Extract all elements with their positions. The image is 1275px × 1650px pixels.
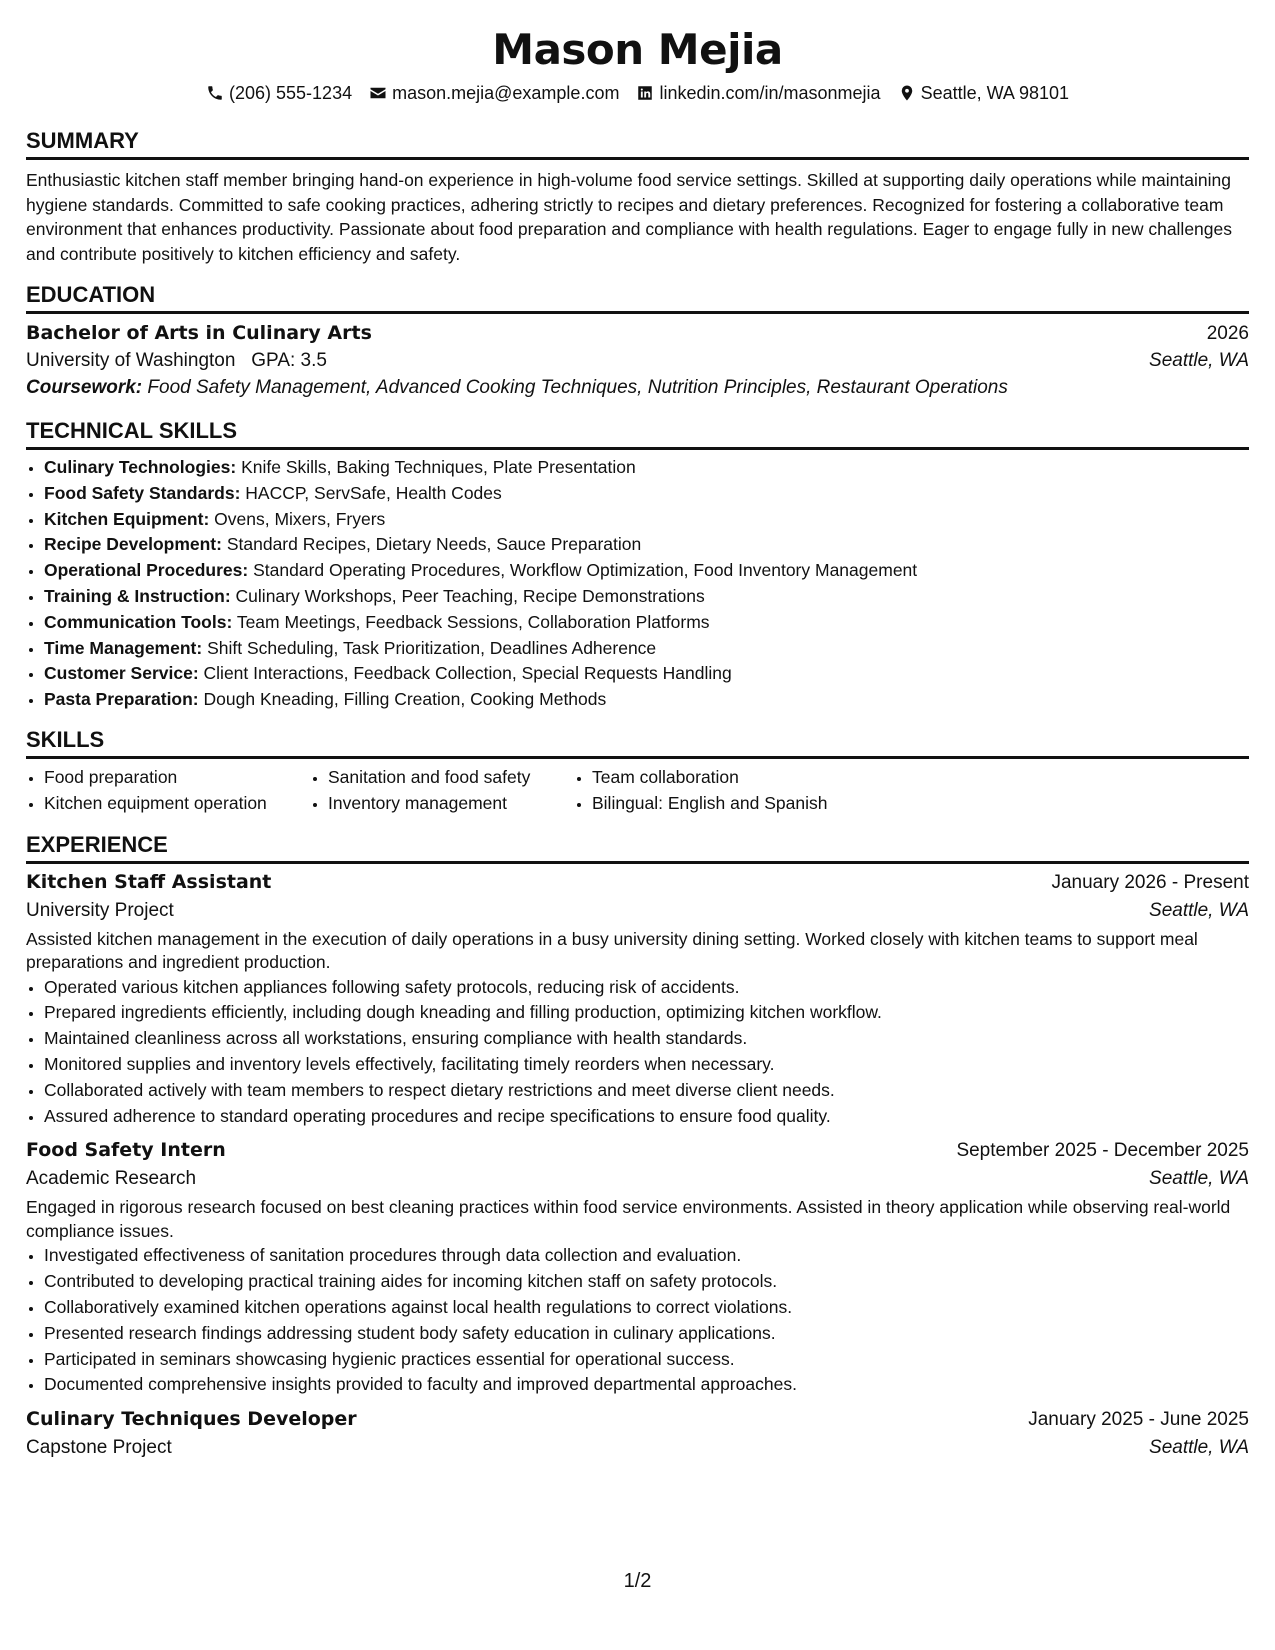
skill-category: Training & Instruction: [44,585,231,606]
list-item: • Food preparation [44,765,310,791]
job-3-org-row [26,1437,1249,1459]
section-technical-skills-title: TECHNICAL SKILLS [26,418,1249,450]
skill-category: Pasta Preparation: [44,689,199,710]
page-number: 1/2 [623,1570,652,1592]
job-title: Kitchen Staff Assistant [26,870,272,893]
skill-values: Dough Kneading, Filling Creation, Cooking Methods [203,689,607,710]
skills-grid [26,765,1249,817]
list-item [44,687,1249,713]
contact-phone [206,82,352,104]
school-line [26,350,327,372]
list-item: • Inventory management [328,791,574,817]
list-item: • Documented comprehensive insights provided to faculty and improved departmental approaches. [44,1372,1249,1398]
skill-values: Culinary Workshops, Peer Teaching, Recipe Demonstrations [235,585,705,606]
job-1-bullets [26,975,1249,1130]
list-item: • Team collaboration [592,765,827,791]
list-item [44,507,1249,533]
candidate-name: Mason Mejia [492,25,783,74]
skill-values: Knife Skills, Baking Techniques, Plate Presentation [241,457,636,477]
list-item [44,481,1249,507]
section-summary-title: SUMMARY [26,128,1249,160]
skill-category: Communication Tools: [44,611,233,632]
job-2-header [26,1139,1249,1162]
linkedin-link[interactable]: linkedin.com/in/masonmejia [659,83,881,103]
job-1-header [26,871,1249,894]
list-item: • Collaboratively examined kitchen operations against local health regulations to correct violations. [44,1295,1249,1321]
list-item: • Monitored supplies and inventory levels effectively, facilitating timely reorders when necessary. [44,1052,1249,1078]
job-org: University Project [26,899,174,921]
skill-values: Ovens, Mixers, Fryers [214,508,386,529]
skill-category: Customer Service: [44,663,199,684]
education-row-1 [26,322,1249,345]
job-location: Seattle, WA [1149,899,1249,921]
skill-values: Standard Operating Procedures, Workflow Optimization, Food Inventory Management [253,560,918,581]
list-item: • Maintained cleanliness across all workstations, ensuring compliance with health standards. [44,1026,1249,1052]
skill-category: Kitchen Equipment: [44,508,210,529]
map-pin-icon [898,84,916,102]
list-item [44,610,1249,636]
job-dates: September 2025 - December 2025 [956,1140,1249,1162]
list-item [44,661,1249,687]
phone-text: (206) 555-1234 [229,83,353,103]
skill-category: Recipe Development: [44,534,222,555]
job-description: Assisted kitchen management in the execution of daily operations in a busy university dining setting. Worked closely with kitchen teams to support meal preparations and ingredient production. [26,928,1198,973]
degree-title: Bachelor of Arts in Culinary Arts [26,322,372,344]
section-experience-title: EXPERIENCE [26,832,1249,864]
list-item: • Participated in seminars showcasing hygienic practices essential for operational success. [44,1347,1249,1373]
contact-linkedin[interactable] [636,82,880,104]
gpa: GPA: 3.5 [251,350,327,371]
job-title: Food Safety Intern [26,1139,226,1162]
school-name: University of Washington [26,350,236,371]
list-item [44,584,1249,610]
contact-location [898,82,1069,104]
list-item: • Prepared ingredients efficiently, including dough kneading and filling production, optimizing kitchen workflow. [44,1000,1249,1026]
list-item [44,532,1249,558]
job-2-org-row [26,1168,1249,1190]
job-org: Capstone Project [26,1437,172,1459]
envelope-icon [369,84,387,102]
list-item: • Investigated effectiveness of sanitation procedures through data collection and evaluation. [44,1243,1249,1269]
technical-skills-list [26,455,1249,713]
phone-icon [206,84,224,102]
coursework-label: Coursework: [26,377,143,398]
job-description: Engaged in rigorous research focused on best cleaning practices within food service environments. Assisted in theory application while observing real-world compliance issues. [26,1197,1231,1241]
skill-category: Culinary Technologies: [44,457,237,477]
job-dates: January 2026 - Present [1051,871,1249,893]
job-1-org-row [26,900,1249,922]
skills-column-2 [310,765,574,817]
email-link[interactable]: mason.mejia@example.com [392,83,620,103]
job-2-bullets [26,1243,1249,1398]
skill-category: Time Management: [44,637,203,658]
list-item: • Presented research findings addressing student body safety education in culinary applications. [44,1321,1249,1347]
coursework-list: Food Safety Management, Advanced Cooking Techniques, Nutrition Principles, Restaurant Operations [147,377,1008,398]
list-item: • Kitchen equipment operation [44,791,310,817]
job-3-header [26,1408,1249,1431]
section-skills-title: SKILLS [26,727,1249,759]
list-item [44,558,1249,584]
education-location: Seattle, WA [1149,350,1249,371]
list-item: • Contributed to developing practical training aides for incoming kitchen staff on safety protocols. [44,1269,1249,1295]
job-location: Seattle, WA [1149,1168,1249,1190]
location-text: Seattle, WA 98101 [920,83,1069,103]
job-title: Culinary Techniques Developer [26,1408,357,1431]
linkedin-icon [636,84,654,102]
skill-values: Client Interactions, Feedback Collection, Special Requests Handling [203,663,732,684]
skill-values: Shift Scheduling, Task Prioritization, Deadlines Adherence [207,637,657,658]
contact-email[interactable] [369,82,619,104]
skill-values: HACCP, ServSafe, Health Codes [245,482,502,503]
list-item: • Sanitation and food safety [328,765,574,791]
job-org: Academic Research [26,1168,197,1190]
resume-page [26,0,1249,1459]
job-location: Seattle, WA [1149,1437,1249,1459]
list-item: • Operated various kitchen appliances following safety protocols, reducing risk of accidents. [44,975,1249,1001]
skill-values: Team Meetings, Feedback Sessions, Collaboration Platforms [236,611,710,632]
section-education-title: EDUCATION [26,282,1249,314]
skills-column-1 [26,765,310,817]
coursework-line [26,377,1249,399]
skill-category: Operational Procedures: [44,560,249,581]
list-item [44,455,1249,481]
list-item: • Collaborated actively with team members to respect dietary restrictions and meet diverse client needs. [44,1078,1249,1104]
skill-category: Food Safety Standards: [44,482,241,503]
list-item [44,636,1249,662]
summary-text: Enthusiastic kitchen staff member bringing hand-on experience in high-volume food service settings. Skilled at supporting daily operations while maintaining hygiene standards. Committed to safe cooking practices, adhering strictly to recipes and dietary preferences. Recognized for fostering a collaborative team environment that enhances productivity. Passionate about food preparation and compliance with health regulations. Eager to engage fully in new challenges and contribute positively to kitchen efficiency and safety. [26,170,1233,264]
list-item: • Assured adherence to standard operating procedures and recipe specifications to ensure food quality. [44,1104,1249,1130]
education-row-2 [26,350,1249,372]
list-item: • Bilingual: English and Spanish [592,791,827,817]
contact-bar [26,82,1249,104]
skills-column-3 [574,765,827,817]
skill-values: Standard Recipes, Dietary Needs, Sauce Preparation [226,534,642,555]
graduation-year: 2026 [1206,323,1249,344]
job-dates: January 2025 - June 2025 [1028,1409,1249,1431]
